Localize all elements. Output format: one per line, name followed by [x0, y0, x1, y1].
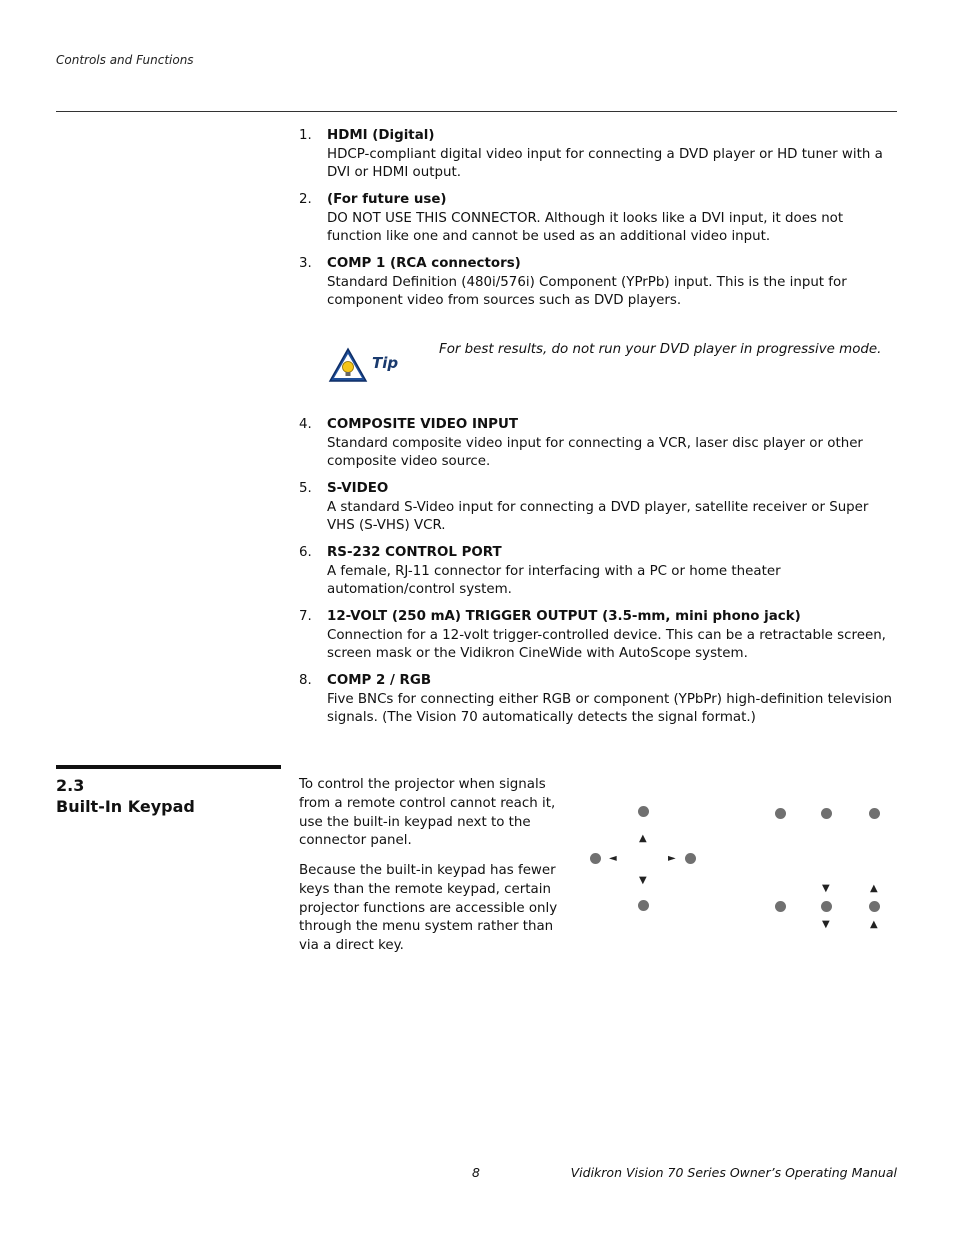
section-paragraph: Because the built-in keypad has fewer keys than the remote keypad, certain projector functions are accessible only through the menu system rather than via a direct key. [299, 863, 558, 954]
item-title: (For future use) [327, 192, 447, 207]
item-title: COMPOSITE VIDEO INPUT [327, 417, 518, 432]
item-number: 3. [299, 256, 312, 271]
item-description: DO NOT USE THIS CONNECTOR. Although it looks like a DVI input, it does not function like one and cannot be used as an additional video input. [327, 210, 844, 245]
item-description: Connection for a 12-volt trigger-controlled device. This can be a retractable screen, screen mask or the Vidikron CineWide with AutoScope system. [327, 627, 886, 662]
keypad-key [775, 901, 786, 912]
keypad-key-down [638, 900, 649, 911]
arrow-right-icon: ► [668, 853, 676, 864]
item-number: 6. [299, 545, 312, 560]
page-number: 8 [472, 1165, 480, 1180]
manual-title: Vidikron Vision 70 Series Owner’s Operating Manual [570, 1165, 897, 1180]
lightbulb-warning-icon [328, 347, 368, 383]
keypad-key [775, 808, 786, 819]
item-title: COMP 1 (RCA connectors) [327, 256, 521, 271]
item-title: S-VIDEO [327, 481, 389, 496]
keypad-key-left [590, 853, 601, 864]
item-description: A female, RJ-11 connector for interfacing with a PC or home theater automation/control system. [327, 563, 781, 598]
item-description: A standard S-Video input for connecting a DVD player, satellite receiver or Super VHS (S-VHS) VCR. [327, 499, 869, 534]
header-rule [56, 111, 897, 112]
keypad-diagram [580, 790, 900, 950]
item-number: 2. [299, 192, 312, 207]
item-title: HDMI (Digital) [327, 128, 435, 143]
keypad-key [821, 901, 832, 912]
item-title: COMP 2 / RGB [327, 673, 432, 688]
item-title: RS-232 CONTROL PORT [327, 545, 502, 560]
section-paragraph: To control the projector when signals from a remote control cannot reach it, use the built-in keypad next to the connector panel. [299, 777, 556, 849]
keypad-key [869, 901, 880, 912]
item-number: 8. [299, 673, 312, 688]
keypad-key-up [638, 806, 649, 817]
tip-text: For best results, do not run your DVD player in progressive mode. [439, 342, 882, 357]
arrow-down-icon: ▼ [822, 919, 830, 930]
running-header: Controls and Functions [56, 53, 194, 67]
keypad-key [821, 808, 832, 819]
section-number: 2.3 [56, 776, 85, 795]
arrow-left-icon: ◄ [609, 853, 617, 864]
item-number: 1. [299, 128, 312, 143]
item-number: 4. [299, 417, 312, 432]
section-title: Built-In Keypad [56, 797, 195, 816]
arrow-up-icon: ▲ [870, 883, 878, 894]
arrow-up-icon: ▲ [870, 919, 878, 930]
item-description: Standard Definition (480i/576i) Component (YPrPb) input. This is the input for component video from sources such as DVD players. [327, 274, 847, 309]
item-description: Five BNCs for connecting either RGB or component (YPbPr) high-definition television signals. (The Vision 70 automatically detects the signal format.) [327, 691, 893, 726]
arrow-down-icon: ▼ [639, 875, 647, 886]
item-description: Standard composite video input for connecting a VCR, laser disc player or other composite video source. [327, 435, 863, 470]
arrow-down-icon: ▼ [822, 883, 830, 894]
keypad-key [869, 808, 880, 819]
keypad-key-right [685, 853, 696, 864]
item-number: 5. [299, 481, 312, 496]
item-title: 12-VOLT (250 mA) TRIGGER OUTPUT (3.5-mm, mini phono jack) [327, 609, 801, 624]
item-description: HDCP-compliant digital video input for connecting a DVD player or HD tuner with a DVI or HDMI output. [327, 146, 883, 181]
section-divider [56, 765, 281, 769]
arrow-up-icon: ▲ [639, 833, 647, 844]
tip-label: Tip [372, 354, 399, 372]
item-number: 7. [299, 609, 312, 624]
